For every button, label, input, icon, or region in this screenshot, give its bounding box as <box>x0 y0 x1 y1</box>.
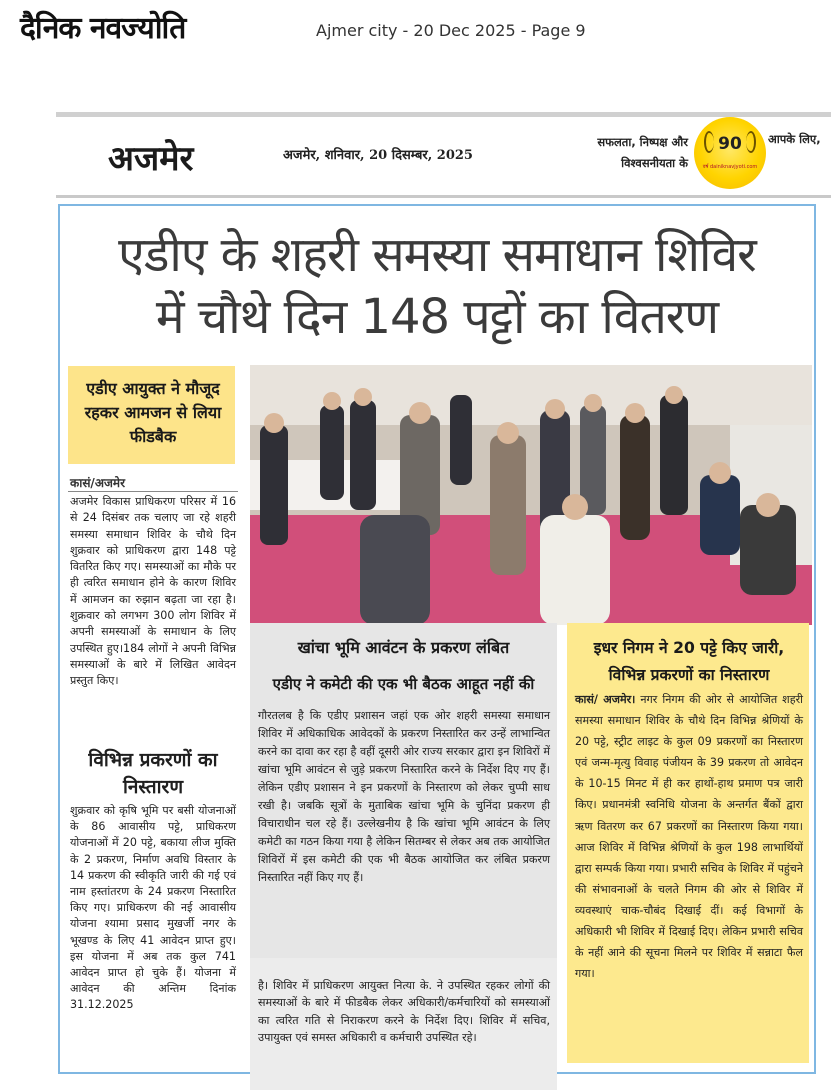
newspaper-logo: दैनिक नवज्योति <box>20 11 186 46</box>
headline-line-2: में चौथे दिन 148 पट्टों का वितरण <box>155 289 719 345</box>
sidebar-grey-box <box>250 623 557 1090</box>
nigam-byline: कासं/ अजमेर। <box>575 693 636 706</box>
bottom-rule <box>56 195 831 198</box>
byline-rule <box>68 491 238 492</box>
article-headline <box>60 224 814 348</box>
anniversary-badge-icon <box>694 117 766 189</box>
article-clipping <box>58 204 816 1074</box>
grey-inset-box <box>250 623 557 958</box>
tagline-left: सफलता, निष्पक्ष और विश्वसनीयता के <box>597 135 688 170</box>
subhead-box <box>68 366 235 464</box>
masthead <box>0 0 831 62</box>
column-2-paragraph: है। शिविर में प्राधिकरण आयुक्त नित्या के. ने उपस्थित रहकर लोगों की समस्याओं के बारे में फीडबैक लेकर अधिकारी/कर्मचारियों को समस्याओं का त्वरित गति से निराकरण करने के निर्देश दिए। शिविर में सचिव, उपायुक्त एवं समस्त अधिकारी व कर्मचारी उपस्थित रहे। <box>258 979 550 1044</box>
subhead-text: एडीए आयुक्त ने मौजूद रहकर आमजन से लिया फीडबैक <box>84 379 222 446</box>
column-1-subheading: विभिन्न प्रकरणों का निस्तारण <box>88 749 218 798</box>
column-1-paragraph-1: अजमेर विकास प्राधिकरण परिसर में 16 से 24 दिसंबर तक चलाए जा रहे शहरी समस्या समाधान शिविर के चौथे दिन शुक्रवार को प्राधिकरण द्वारा 148 पट्टे वितरित किए गए। समस्याओं का मौके पर ही त्वरित समाधान होने के कारण शिविर में आमजन का रुझान बढ़ता जा रहा है। शुक्रवार को लगभग 300 लोग शिविर में अपनी समस्याओं के समाधान के लिए उपस्थित हुए।184 लोगों ने अपनी विभिन्न समस्याओं के बारे में लिखित आवेदन प्रस्तुत किए। <box>70 495 236 688</box>
edition-label: Ajmer city - 20 Dec 2025 - Page 9 <box>316 21 586 40</box>
column-1-paragraph-2: शुक्रवार को कृषि भूमि पर बसी योजनाओं के 86 आवासीय पट्टे, प्राधिकरण योजनाओं में 20 पट्टे, बकाया लीज मुक्ति के 2 प्रकरण, निर्माण अवधि विस्तार के 14 प्रकरण की स्वीकृति जारी की गई एवं नाम हस्तांतरण के 24 प्रकरण निस्तारित किए गए। प्राधिकरण की नई आवासीय योजना श्यामा प्रसाद मुखर्जी नगर के भूखण्ड के लिए 41 आवेदन प्राप्त हुए। इस योजना में अब तक कुल 741 आवेदन प्राप्त हो चुके हैं। योजना में आवेदन की अन्तिम दिनांक 31.12.2025 <box>70 804 236 1012</box>
badge-caption: वर्ष dainiknavjyoti.com <box>702 164 758 170</box>
news-photo <box>250 365 812 625</box>
grey-box-paragraph: गौरतलब है कि एडीए प्रशासन जहां एक ओर शहरी समस्या समाधान शिविर में अधिकाधिक आवेदकों के प्रकरण निस्तारित कर उन्हें लाभान्वित करने का दावा कर रहा है वहीं दूसरी ओर राज्य सरकार द्वारा इन शिविरों में खांचा भूमि आवंटन से जुड़े प्रकरण निस्तारित करने के निर्देश दिए गए हैं। लेकिन एडीए प्रशासन ने इन प्रकरणों के निस्तारण को लेकर चुप्पी साध रखी है। जबकि सूत्रों के मुताबिक खांचा भूमि के चुनिंदा प्रकरण ही विचाराधीन चल रहे हैं। उल्लेखनीय है कि खांचा भूमि आवंटन के लिए कमेटी का गठन किया गया है लेकिन सितम्बर से लेकर अब तक आयोजित शिविरों में इस कमेटी की एक भी बैठक आयोजित कर लंबित प्रकरण निस्तारित नहीं किए गए हैं। <box>258 709 550 884</box>
section-city: अजमेर <box>108 139 194 179</box>
grey-box-heading-1: खांचा भूमि आवंटन के प्रकरण लंबित <box>297 638 510 657</box>
nigam-body: नगर निगम की ओर से आयोजित शहरी समस्या समाधान शिविर के चौथे दिन विभिन्न श्रेणियों के 20 पट्टे, स्ट्रीट लाइट के कुल 09 प्रकरणों का निस्तारण एवं जन्म-मृत्यु विवाह पंजीयन के 39 प्रकरण तो आवेदन के 10-15 मिनट में ही कर हाथों-हाथ प्रमाण पत्र जारी किए। प्रधानमंत्री स्वनिधि योजना के अन्तर्गत बैंकों द्वारा ऋण वितरण कर 67 प्रकरणों का निस्तारण किया गया। आज शिविर में विभिन्न श्रेणियों के कुल 198 लाभार्थियों द्वारा सम्पर्क किया गया। प्रभारी सचिव के शिविर में पहुंचने की संभावनाओं के चलते निगम की ओर से शिविर में व्यवस्थाएं चाक-चौबंद दिखाई दीं। कई विभागों के अधिकारी भी शिविर में दिखाई दिए। लेकिन प्रभारी सचिव के नहीं आने की सूचना मिलने पर शिविर में सन्नाटा फैल गया। <box>575 693 803 981</box>
headline-line-1: एडीए के शहरी समस्या समाधान शिविर <box>118 227 756 283</box>
photo-illustration <box>250 365 812 625</box>
byline: कासं/अजमेर <box>70 476 125 490</box>
top-rule <box>56 112 831 117</box>
grey-box-heading-2: एडीए ने कमेटी की एक भी बैठक आहूत नहीं की <box>272 675 535 693</box>
dateline: अजमेर, शनिवार, 20 दिसम्बर, 2025 <box>283 148 473 163</box>
nigam-yellow-box <box>567 623 809 1063</box>
badge-number: 90 <box>718 134 742 154</box>
tagline-right: आपके लिए, <box>768 132 821 146</box>
nigam-paragraph <box>575 689 803 984</box>
nigam-heading: इधर निगम ने 20 पट्टे किए जारी, विभिन्न प्रकरणों का निस्तारण <box>593 639 785 684</box>
